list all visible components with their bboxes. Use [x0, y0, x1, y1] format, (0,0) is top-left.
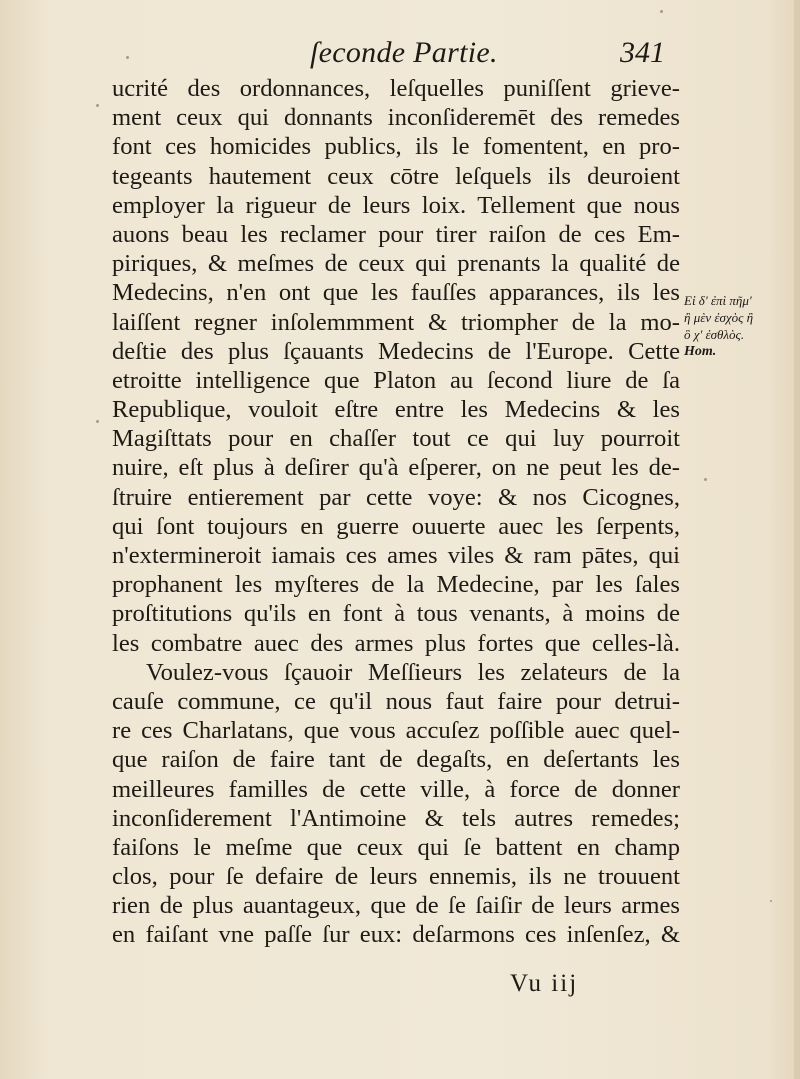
marginal-line: ὃ χ' ἐσθλὸς. [684, 327, 745, 342]
text-line: font ces homicides publics, ils le fomentent, en pro- [112, 133, 680, 161]
text-line: clos, pour ſe defaire de leurs ennemis, ils ne trouuent [112, 863, 680, 891]
page-edge [794, 0, 800, 1079]
text-line: ment ceux qui donnants inconſideremēt des remedes [112, 104, 680, 132]
ink-speck [126, 56, 129, 59]
marginal-note [684, 292, 796, 360]
text-line: qui ſont toujours en guerre ouuerte auec les ſerpents, [112, 512, 680, 540]
text-line: inconſiderement l'Antimoine & tels autres remedes; [112, 804, 680, 832]
text-line: Medecins, n'en ont que les fauſſes apparances, ils les [112, 279, 680, 307]
running-title: ſeconde Partie. [310, 36, 498, 69]
ink-speck [770, 900, 772, 902]
marginal-reference: Hom. [684, 344, 717, 359]
text-line: nuire, eſt plus à deſirer qu'à eſperer, on ne peut les de- [112, 454, 680, 482]
paragraph-first-line: Voulez-vous ſçauoir Meſſieurs les zelateurs de la [146, 658, 680, 686]
ink-speck [704, 478, 707, 481]
text-line: rien de plus auantageux, que de ſe ſaiſir de leurs armes [112, 892, 680, 920]
text-line: employer la rigueur de leurs loix. Tellement que nous [112, 191, 680, 219]
text-line: Magiſttats pour en chaſſer tout ce qui luy pourroit [112, 425, 680, 453]
text-line: ucrité des ordonnances, leſquelles puniſſent grieve- [112, 75, 680, 102]
signature-mark: Vu iij [510, 970, 579, 997]
text-line: Republique, vouloit eſtre entre les Medecins & les [112, 396, 680, 424]
text-line: prophanent les myſteres de la Medecine, par les ſales [112, 571, 680, 599]
text-line: proſtitutions qu'ils en font à tous venants, à moins de [112, 600, 680, 628]
ink-speck [660, 10, 663, 13]
text-line: re ces Charlatans, que vous accuſez poſſible auec quel- [112, 717, 680, 745]
text-line: faiſons le meſme que ceux qui ſe battent en champ [112, 833, 680, 861]
text-line: piriques, & meſmes de ceux qui prenants la qualité de [112, 250, 680, 278]
text-line: n'extermineroit iamais ces ames viles & ram pātes, qui [112, 542, 680, 569]
text-line: en faiſant vne paſſe ſur eux: deſarmons ces inſenſez, & [112, 921, 680, 949]
text-line: laiſſent regner inſolemmment & triompher de la mo- [112, 308, 680, 336]
text-line: deſtie des plus ſçauants Medecins de l'Europe. Cette [112, 337, 680, 365]
text-line: meilleures familles de cette ville, à force de donner [112, 775, 680, 803]
ink-speck [96, 104, 99, 107]
body-text [112, 74, 680, 950]
text-line: cauſe commune, ce qu'il nous faut faire pour detrui- [112, 687, 680, 715]
text-line: que raiſon de faire tant de degaſts, en deſertants les [112, 746, 680, 774]
text-line: ſtruire entierement par cette voye: & nos Cicognes, [112, 483, 680, 511]
ink-speck [96, 420, 99, 423]
text-line: les combatre auec des armes plus fortes que celles-là. [112, 629, 680, 657]
page-number: 341 [620, 36, 665, 69]
marginal-line: ἢ μὲν ἐσχὸς ἢ [684, 310, 754, 325]
text-line: etroitte intelligence que Platon au ſecond liure de ſa [112, 366, 680, 394]
text-line: tegeants hautement ceux cōtre leſquels ils deuroient [112, 162, 680, 190]
text-line: auons beau les reclamer pour tirer raiſon de ces Em- [112, 220, 680, 248]
running-head [310, 36, 690, 76]
marginal-line: Eἰ δ' ἐπὶ πῆμ' [684, 293, 752, 308]
